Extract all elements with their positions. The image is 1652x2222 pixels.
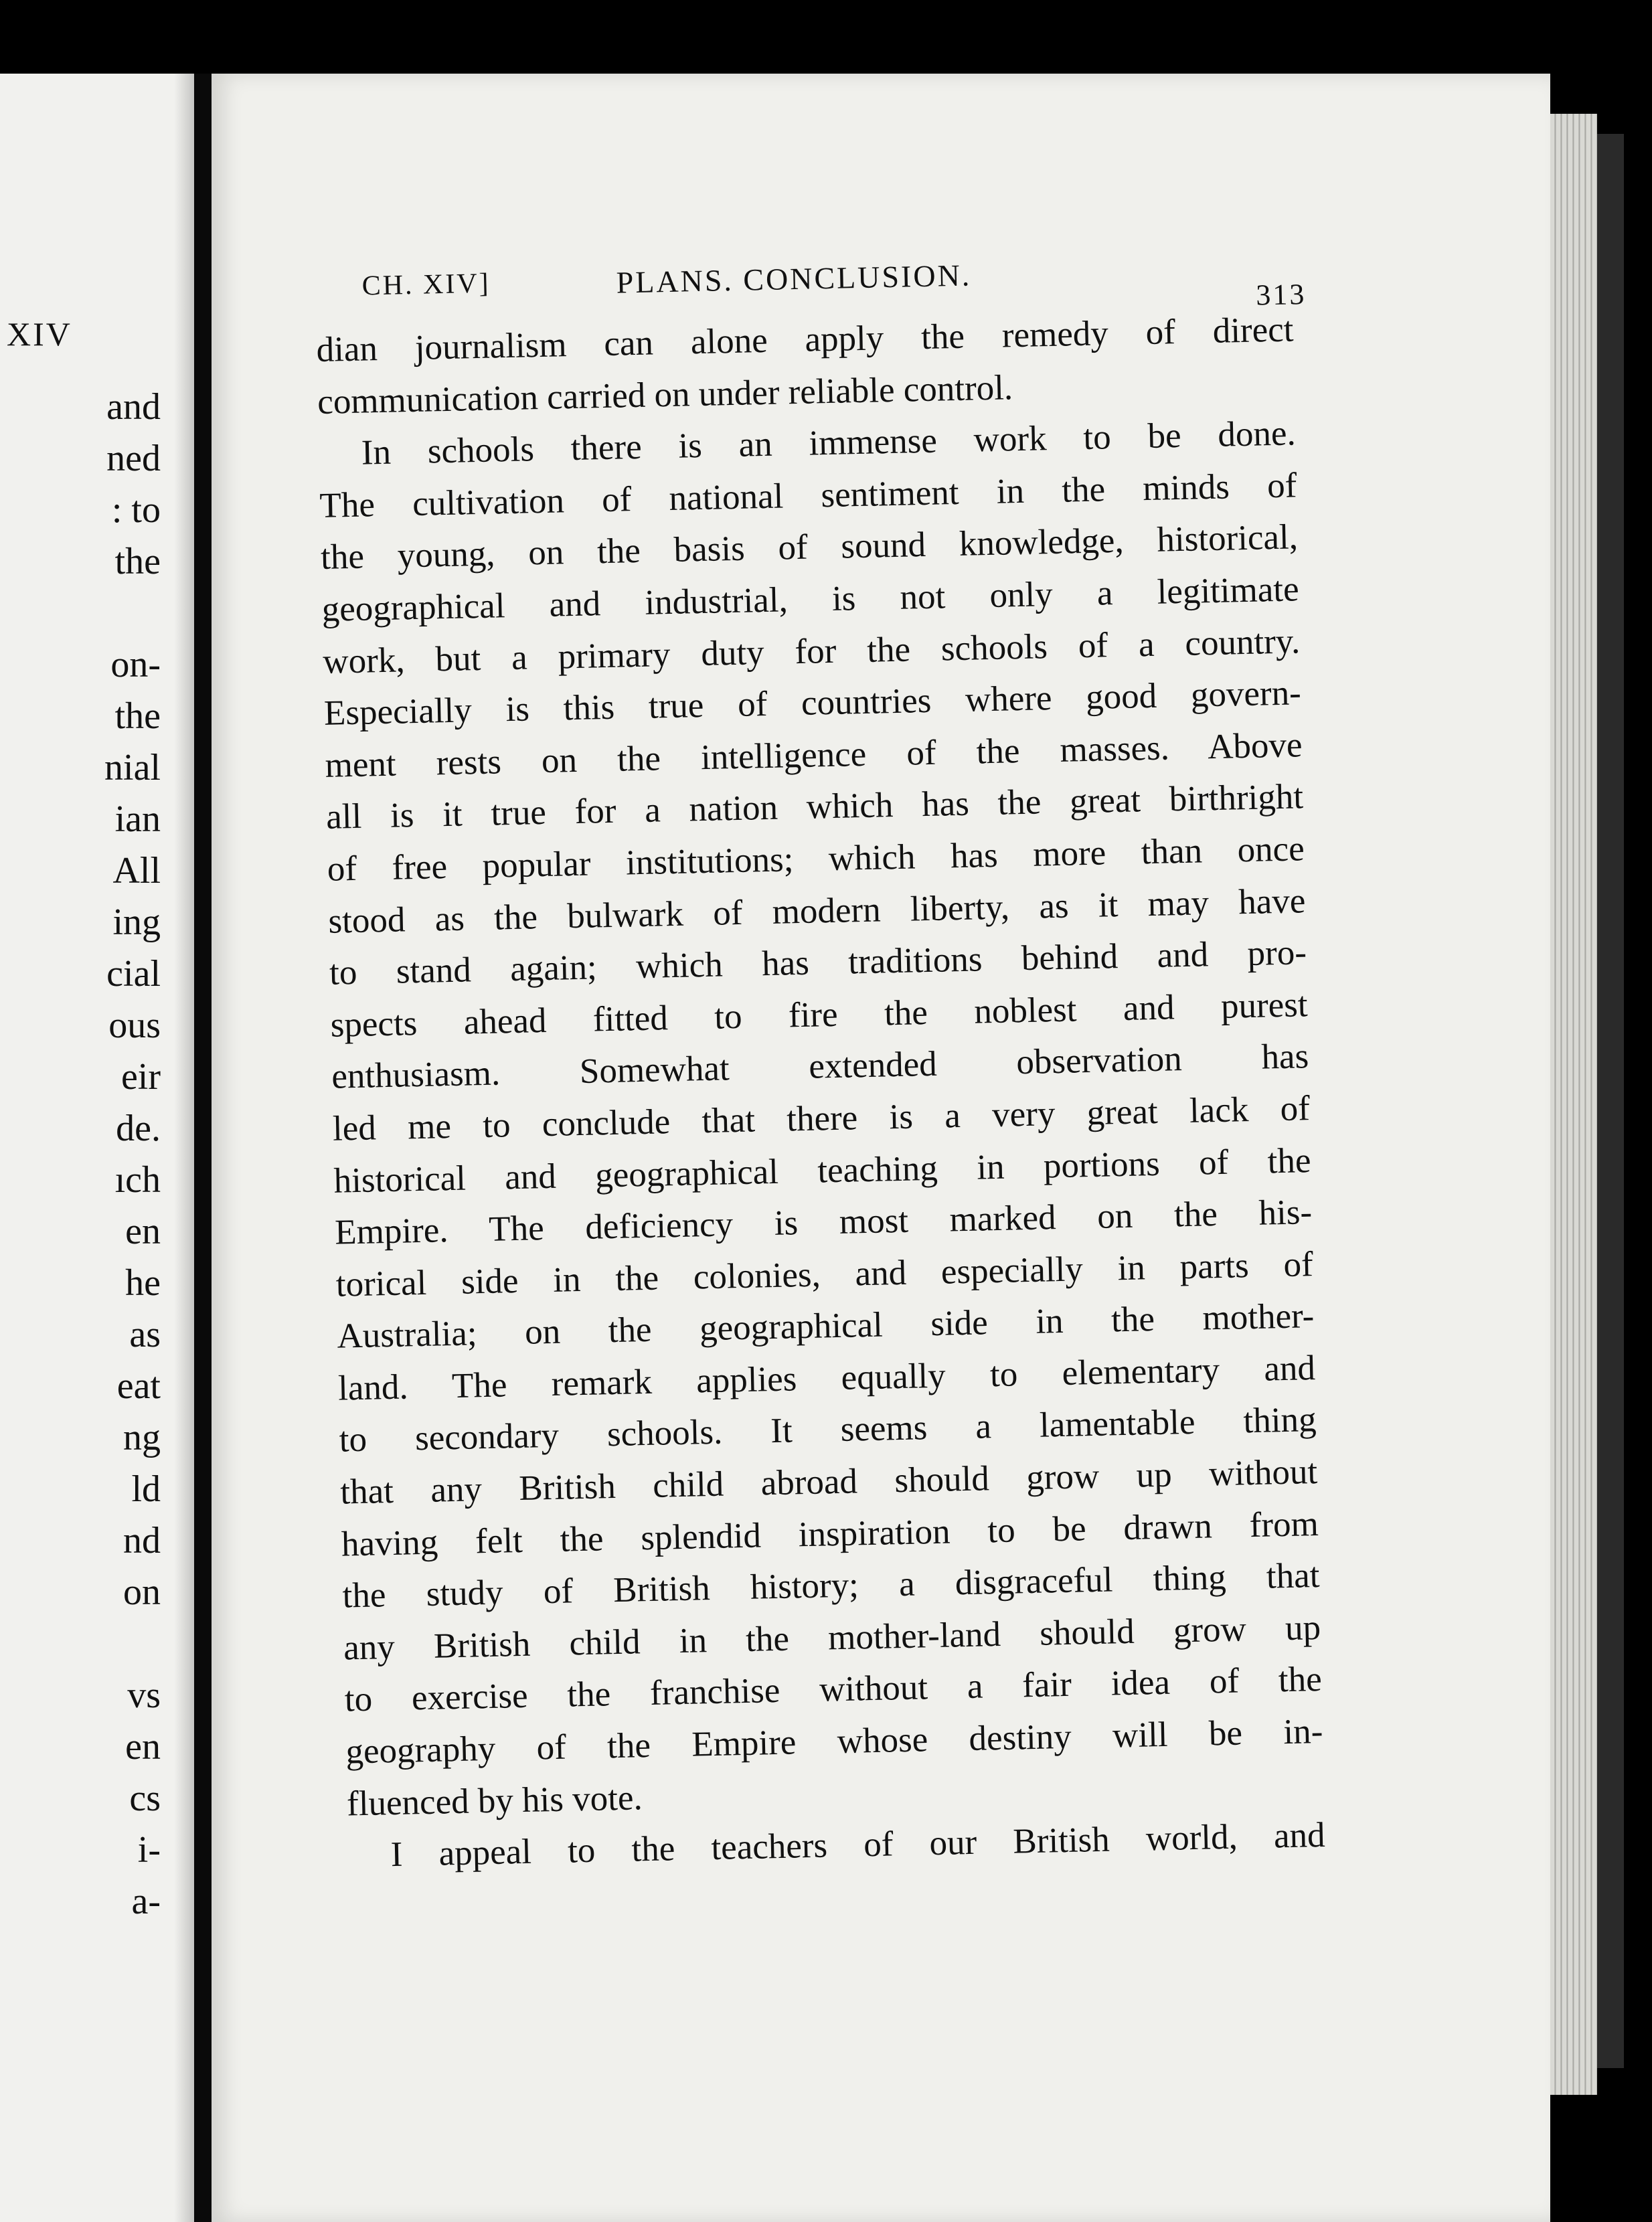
text-line-fragment: ing <box>112 902 161 943</box>
text-line: the study of British history; a disgraceful thing that <box>342 1556 1320 1616</box>
text-line-fragment: nd <box>123 1520 161 1561</box>
text-line: The cultivation of national sentiment in the minds of <box>319 466 1297 525</box>
text-line-fragment: ıch <box>114 1159 161 1201</box>
page-edges <box>1550 114 1597 2095</box>
text-line: to exercise the franchise without a fair idea of the <box>344 1660 1323 1719</box>
text-line-fragment: en <box>125 1726 161 1768</box>
text-line-fragment <box>0 1618 161 1670</box>
text-line-fragment: vs <box>127 1675 161 1716</box>
text-line-fragment: All <box>112 850 161 891</box>
text-line: land. The remark applies equally to elementary and <box>337 1348 1316 1408</box>
text-line-fragment: ian <box>114 798 161 840</box>
text-line: Especially is this true of countries where good govern- <box>323 673 1302 734</box>
page-number: 313 <box>1255 277 1307 312</box>
chapter-label: CH. XIV] <box>361 268 491 302</box>
running-title: PLANS. CONCLUSION. <box>616 258 972 300</box>
page-text-block <box>315 244 1325 1882</box>
text-line-fragment: on <box>123 1571 161 1613</box>
text-line-fragment: de. <box>116 1108 161 1149</box>
previous-page-text <box>0 381 161 1928</box>
text-line: spects ahead fitted to fire the noblest and purest <box>330 985 1309 1045</box>
text-line-fragment: and <box>106 386 161 428</box>
text-line-fragment: nial <box>104 747 161 788</box>
text-line: geography of the Empire whose destiny will be in- <box>345 1711 1323 1772</box>
text-line-fragment: eir <box>120 1056 161 1098</box>
text-line: of free popular institutions; which has more than once <box>327 829 1305 889</box>
text-line-fragment: cs <box>129 1778 161 1819</box>
text-line-fragment: the <box>114 541 161 582</box>
body-text <box>316 304 1325 1882</box>
text-line: the young, on the basis of sound knowledge, historical, <box>320 517 1299 578</box>
book-cover-edge <box>1597 134 1624 2068</box>
text-line: to secondary schools. It seems a lamentable thing <box>339 1400 1317 1460</box>
text-line-fragment: on- <box>110 644 161 685</box>
text-line: to stand again; which has traditions behind and pro- <box>329 933 1307 993</box>
text-line: that any British child abroad should grow up without <box>339 1452 1318 1512</box>
text-line: any British child in the mother-land should grow up <box>343 1608 1321 1668</box>
text-line-fragment: i- <box>137 1829 161 1871</box>
text-line-fragment: eat <box>116 1365 161 1407</box>
book-gutter <box>194 74 212 2222</box>
text-line: having felt the splendid inspiration to be drawn from <box>341 1504 1319 1564</box>
text-line: communication carried on under reliable control. <box>317 367 1013 422</box>
text-line-fragment: en <box>125 1211 161 1252</box>
text-line: enthusiasm. Somewhat extended observation has <box>331 1037 1309 1097</box>
text-line: I appeal to the teachers of our British world, and <box>390 1816 1326 1875</box>
text-line: Empire. The deficiency is most marked on the his- <box>334 1193 1313 1252</box>
text-line-fragment: ld <box>131 1468 161 1510</box>
previous-page-running-head: XIV <box>7 315 72 353</box>
text-line: stood as the bulwark of modern liberty, as it may have <box>327 881 1306 941</box>
text-line: ment rests on the intelligence of the masses. Above <box>325 725 1303 785</box>
text-line: Australia; on the geographical side in the mother- <box>336 1296 1315 1356</box>
text-line-fragment: a- <box>131 1881 161 1922</box>
text-line-fragment <box>0 588 161 639</box>
text-line: all is it true for a nation which has the great birthright <box>325 777 1304 837</box>
text-line-fragment: as <box>129 1314 161 1355</box>
text-line: work, but a primary duty for the schools of a country. <box>322 621 1301 681</box>
text-line: fluenced by his vote. <box>346 1778 643 1824</box>
text-line-fragment: cial <box>106 953 161 995</box>
text-line: torical side in the colonies, and especially in parts of <box>335 1244 1314 1304</box>
text-line-fragment: he <box>125 1262 161 1304</box>
text-line: historical and geographical teaching in portions of the <box>333 1140 1311 1201</box>
text-line: dian journalism can alone apply the remedy of direct <box>316 310 1294 369</box>
text-line-fragment: ned <box>106 438 161 479</box>
text-line: geographical and industrial, is not only a legitimate <box>321 570 1300 629</box>
text-line: led me to conclude that there is a very great lack of <box>332 1089 1311 1148</box>
text-line-fragment: : to <box>111 489 161 531</box>
gutter-shadow <box>174 74 194 2222</box>
text-line-fragment: ous <box>108 1005 161 1046</box>
text-line-fragment: the <box>114 695 161 737</box>
previous-page <box>0 74 194 2222</box>
text-line: In schools there is an immense work to be done. <box>361 414 1297 473</box>
text-line-fragment: ng <box>123 1417 161 1458</box>
